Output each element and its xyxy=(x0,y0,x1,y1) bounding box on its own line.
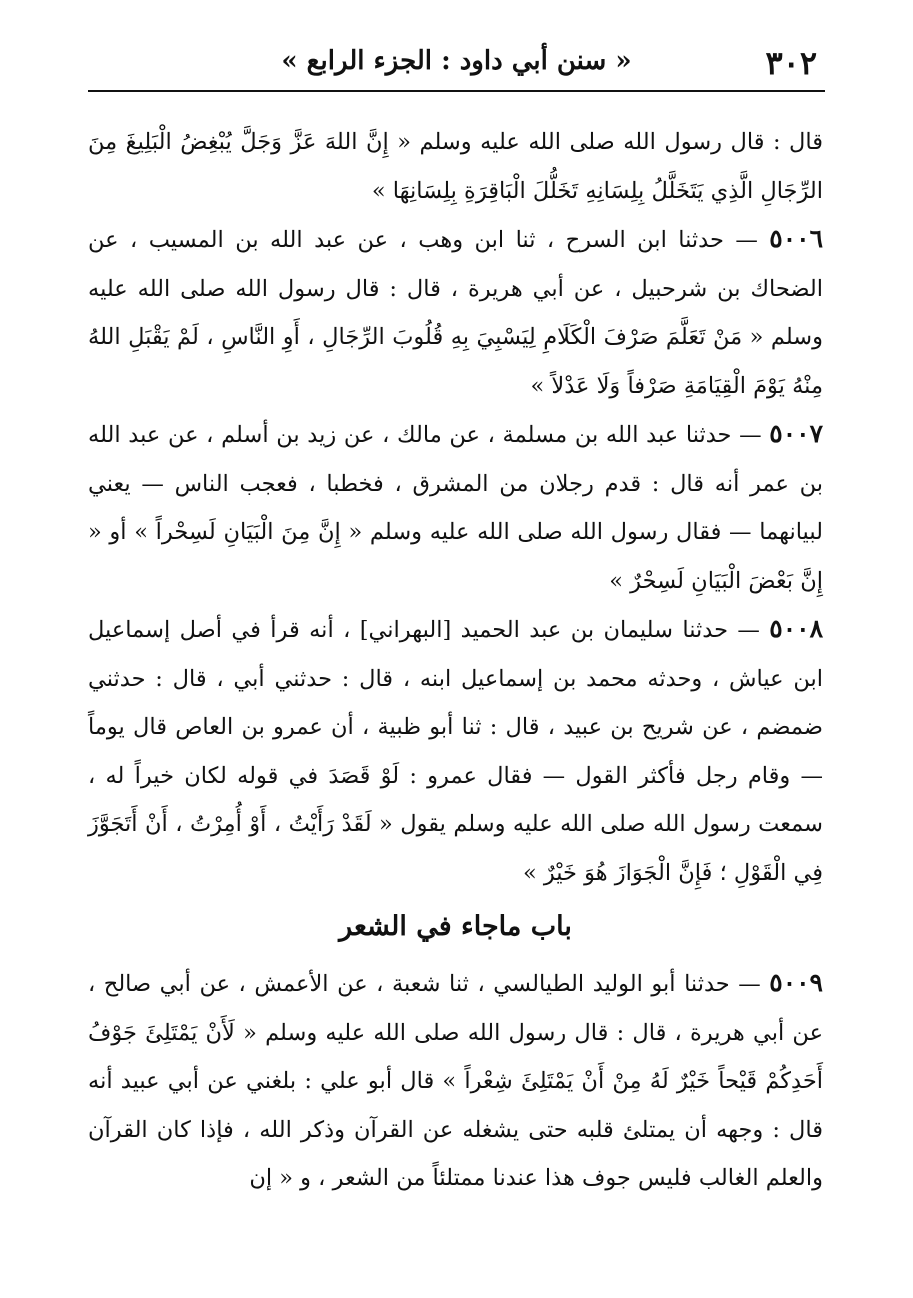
hadith-text: — حدثنا ابن السرح ، ثنا ابن وهب ، عن عبد الله بن المسيب ، عن الضحاك بن شرحبيل ، عن أبي هريرة ، قال : قال رسول الله صلى الله عليه وسلم « مَنْ تَعَلَّمَ صَرْفَ الْكَلَامِ لِيَسْبِيَ بِهِ قُلُوبَ الرِّجَالِ ، أَوِ النَّاسِ ، لَمْ يَقْبَلِ اللهُ مِنْهُ يَوْمَ الْقِيَامَةِ صَرْفاً وَلَا عَدْلاً » xyxy=(88,227,823,399)
hadith-5009 xyxy=(88,959,823,1203)
page-number: ٣٠٢ xyxy=(765,44,817,82)
page-header xyxy=(88,40,825,90)
hadith-text: — حدثنا عبد الله بن مسلمة ، عن مالك ، عن زيد بن أسلم ، عن عبد الله بن عمر أنه قال : قدم رجلان من المشرق ، فخطبا ، فعجب الناس — يعني لبيانهما — فقال رسول الله صلى الله عليه وسلم « إِنَّ مِنَ الْبَيَانِ لَسِحْراً » أو « إِنَّ بَعْضَ الْبَيَانِ لَسِحْرٌ » xyxy=(88,422,823,594)
header-rule xyxy=(88,90,825,92)
chapter-heading: باب ماجاء في الشعر xyxy=(339,911,572,942)
hadith-text: — حدثنا أبو الوليد الطيالسي ، ثنا شعبة ، عن الأعمش ، عن أبي صالح ، عن أبي هريرة ، قال : قال رسول الله صلى الله عليه وسلم « لَأَنْ يَمْتَلِئَ جَوْفُ أَحَدِكُمْ قَيْحاً خَيْرٌ لَهُ مِنْ أَنْ يَمْتَلِئَ شِعْراً » قال أبو علي : بلغني عن أبي عبيد أنه قال : وجهه أن يمتلئ قلبه حتى يشغله عن القرآن وذكر الله ، فإذا كان القرآن والعلم الغالب فليس جوف هذا عندنا ممتلئاً من الشعر ، و « إن xyxy=(88,971,823,1191)
running-title: « سنن أبي داود : الجزء الرابع » xyxy=(281,46,632,76)
hadith-number: ٥٠٠٨ xyxy=(769,614,823,643)
body-text xyxy=(88,118,823,1203)
hadith-number: ٥٠٠٩ xyxy=(769,968,823,997)
hadith-5008 xyxy=(88,605,823,897)
hadith-number: ٥٠٠٦ xyxy=(769,224,823,253)
hadith-5007 xyxy=(88,410,823,605)
hadith-number: ٥٠٠٧ xyxy=(769,419,823,448)
paragraph-continuation xyxy=(88,118,823,215)
hadith-text: — حدثنا سليمان بن عبد الحميد [البهراني] ، أنه قرأ في أصل إسماعيل ابن عياش ، وحدثه محمد بن إسماعيل ابنه ، قال : حدثني أبي ، قال : حدثني ضمضم ، عن شريح بن عبيد ، قال : ثنا أبو ظبية ، أن عمرو بن العاص قال يوماً — وقام رجل فأكثر القول — فقال عمرو : لَوْ قَصَدَ في قوله لكان خيراً له ، سمعت رسول الله صلى الله عليه وسلم يقول « لَقَدْ رَأَيْتُ ، أَوْ أُمِرْتُ ، أَنْ أَتَجَوَّزَ فِي الْقَوْلِ ؛ فَإِنَّ الْجَوَازَ هُوَ خَيْرٌ » xyxy=(88,617,823,886)
hadith-5006 xyxy=(88,215,823,410)
paragraph-text: قال : قال رسول الله صلى الله عليه وسلم « إِنَّ اللهَ عَزَّ وَجَلَّ يُبْغِضُ الْبَلِيغَ مِنَ الرِّجَالِ الَّذِي يَتَخَلَّلُ بِلِسَانِهِ تَخَلُّلَ الْبَاقِرَةِ بِلِسَانِهَا » xyxy=(88,129,823,204)
